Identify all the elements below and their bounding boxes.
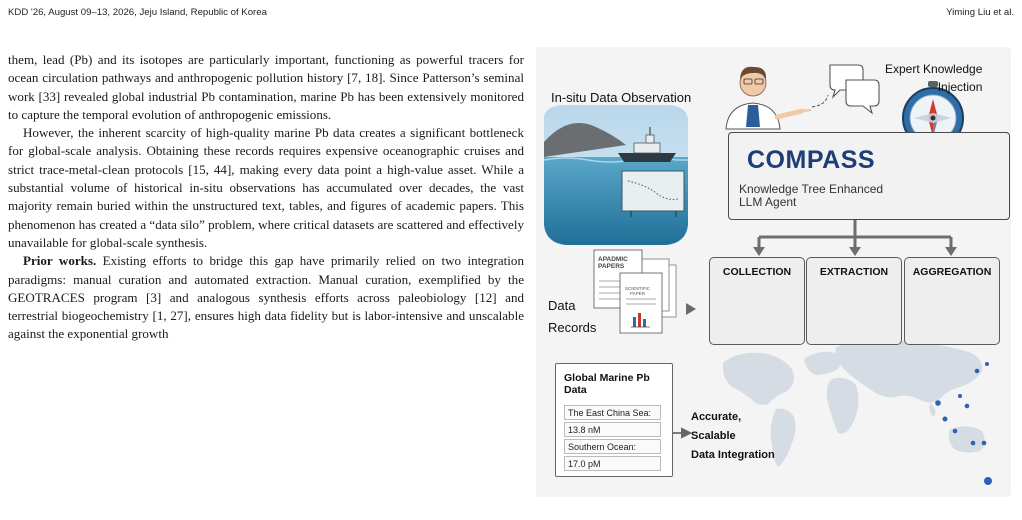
card-row: Southern Ocean: — [564, 439, 661, 454]
compass-agent-box — [728, 132, 1010, 220]
stage-label: AGGREGATION — [912, 266, 992, 278]
card-title: Global Marine Pb Data — [564, 372, 650, 396]
ocean-scene-icon — [544, 105, 688, 245]
paragraph: However, the inherent scarcity of high-quality marine Pb data creates a significant bottleneck for global-scale analysis. Obtaining these records requires expensive oceanographic cruises and strict trace-metal-clean protocols [15, 44], making every data point a high-value asset. While a substantial volume of historical in-situ observations has accumulated over decades, the vast majority remain buried within the unstructured text, tables, and figures of academic papers. This phenomenon has created a “data silo” problem, where critical datasets are scattered and effectively unavailable for global-scale synthesis. — [8, 125, 524, 250]
card-row: 17.0 pM — [564, 456, 661, 471]
body-text-column — [8, 51, 524, 520]
paper-label-1: APADMIC PAPERS — [598, 256, 628, 270]
conference-info: KDD '26, August 09–13, 2026, Jeju Island, Republic of Korea — [8, 7, 267, 18]
scientist-icon — [726, 67, 810, 129]
data-records-label: Data Records — [548, 298, 597, 335]
global-marine-pb-data-card — [555, 363, 673, 477]
speech-bubbles-icon — [830, 65, 879, 113]
stage-extraction — [806, 257, 902, 345]
compass-title: COMPASS — [747, 146, 876, 174]
authors-short: Yiming Liu et al. — [946, 7, 1014, 18]
paper-label-2: SCIENTIFIC PAPER — [625, 286, 651, 296]
paragraph — [8, 252, 524, 343]
paragraph-text: Existing efforts to bridge this gap have primarily relied on two integration paradigms: manual curation and automated extraction. Manual curation, exemplified by the GEOTRACES program [3] and analogous synthesis efforts across paleobiology [12] and terrestrial biogeochemistry [1, 27], ensures high data fidelity but is labor-intensive and unscalable against the exponential growth — [8, 253, 524, 342]
stage-aggregation — [904, 257, 1000, 345]
outcome-label: Accurate, Scalable Data Integration — [691, 411, 775, 461]
stage-collection — [709, 257, 805, 345]
card-row: 13.8 nM — [564, 422, 661, 437]
compass-overview-figure — [536, 47, 1011, 497]
card-row: The East China Sea: — [564, 405, 661, 420]
paragraph: them, lead (Pb) and its isotopes are particularly important, functioning as powerful tracers for ocean circulation pathways and anthropogenic pollution history [7, 18]. Since Patterson’s seminal work [33] revealed global industrial Pb contamination, marine Pb has been extensively monitored to capture the temporal evolution of anthropogenic emissions. — [8, 52, 524, 122]
stage-label: COLLECTION — [722, 266, 792, 278]
in-situ-label: In-situ Data Observation — [551, 90, 692, 105]
running-header — [8, 7, 1014, 21]
compass-subtitle: Knowledge Tree Enhanced LLM Agent — [739, 182, 884, 209]
paragraph-lead: Prior works. — [23, 253, 97, 269]
expert-knowledge-label: Expert Knowledge Injection — [885, 62, 983, 94]
stage-label: EXTRACTION — [819, 266, 889, 278]
